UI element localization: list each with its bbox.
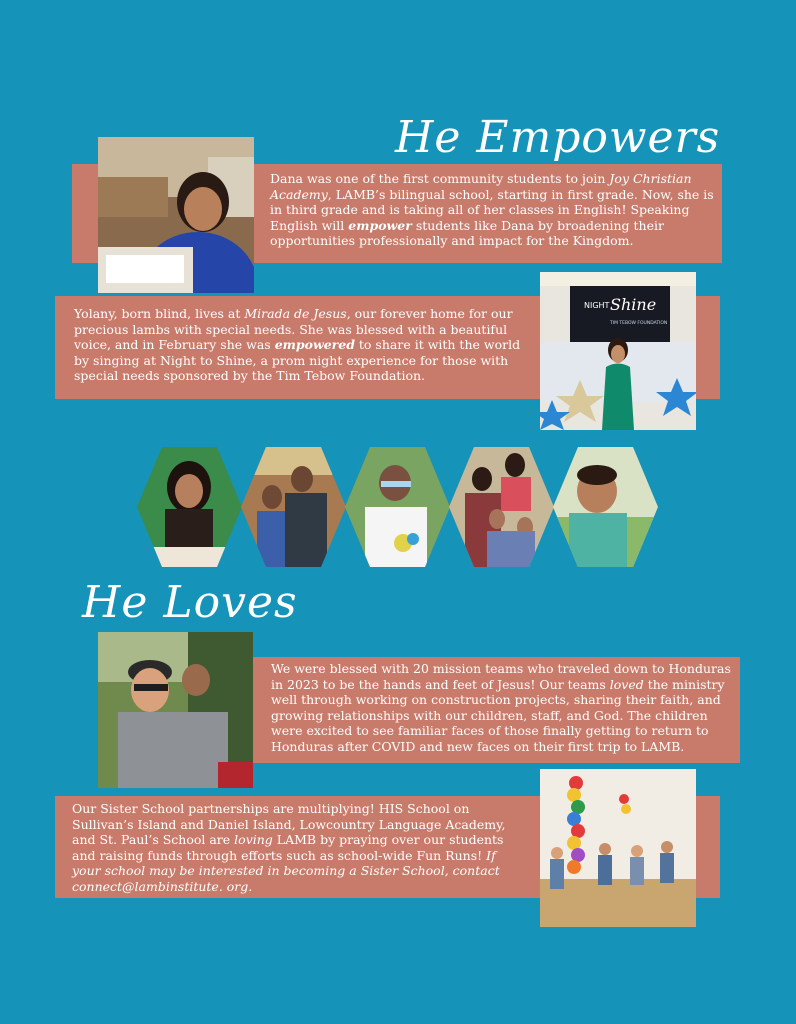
section-heading-loves: He Loves [82, 577, 298, 628]
hex-photo-boy-glasses [345, 447, 451, 567]
photo-dana-student [98, 137, 254, 293]
screen-night-text: NIGHT [584, 301, 610, 310]
yolany-paragraph: Yolany, born blind, lives at Mirada de Jesus, our forever home for our precious lambs with special needs. She was blessed with a beautiful voice, and in February she was empowered to share it with the world by singing at Night to Shine, a prom night experience for those with special needs sponsored by the Tim Tebow Foundation. [74, 306, 521, 383]
hexagon-photo-strip [137, 447, 661, 567]
hex-photo-family [449, 447, 555, 567]
teams-paragraph: We were blessed with 20 mission teams who traveled down to Honduras in 2023 to be the hands and feet of Jesus! Our teams loved the ministry well through working on construction projects, sharing their faith, and growing relationships with our children, staff, and God. The children were excited to see familiar faces of those finally getting to return to Honduras after COVID and new faces on their first trip to LAMB. [271, 661, 731, 754]
hex-photo-mission-team [241, 447, 347, 567]
photo-mission-team-piggyback [98, 632, 253, 788]
screen-shine-text: Shine [610, 295, 657, 314]
sister-paragraph: Our Sister School partnerships are multiplying! HIS School on Sullivan’s Island and Daniel Island, Lowcountry Language Academy, and St. Paul’s School are loving LAMB by praying over our students and raising funds through efforts such as school-wide Fun Runs! If your school may be interested in becoming a Sister School, contact connect@lambinstitute. org. [72, 801, 506, 894]
hex-photo-smiling-boy [553, 447, 659, 567]
dana-paragraph: Dana was one of the first community students to join Joy Christian Academy, LAMB’s bilingual school, starting in first grade. Now, she is in third grade and is taking all of her classes in English! Speaking English will empower students like Dana by broadening their opportunities professionally and impact for the Kingdom. [270, 171, 714, 248]
hex-photo-girl-crafts [137, 447, 243, 567]
photo-yolany-singing [540, 272, 696, 430]
photo-fun-run-kids [540, 769, 696, 927]
section-heading-empowers: He Empowers [395, 112, 721, 163]
screen-sub-text: TIM TEBOW FOUNDATION [610, 321, 668, 326]
